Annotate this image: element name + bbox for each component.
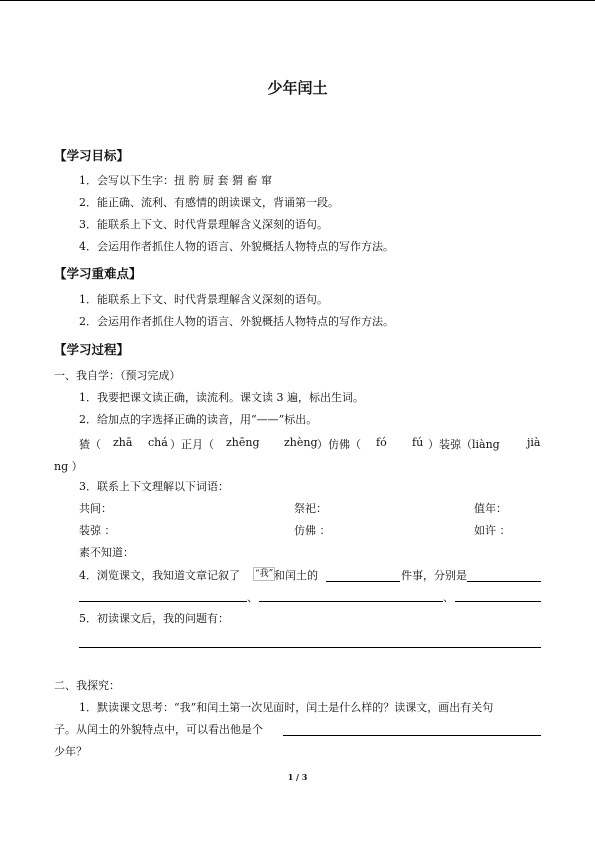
pinyin-cha-label: 猹（ — [79, 438, 101, 451]
key-item-2: 2．会运用作者抓住人物的语言、外貌概括人物特点的写作方法。 — [79, 315, 394, 328]
part1-item-4-c: 件事，分别是 — [401, 569, 467, 582]
page-title: 少年闰土 — [267, 79, 328, 97]
part2-item-1-line-2: 子。从闰土的外貌特点中，可以看出他是个 — [54, 723, 263, 736]
word-zhuangjiang: 装弶 ： — [79, 524, 116, 537]
pinyin-option: zhā — [113, 436, 133, 449]
word-subuzhidao: 素不知道： — [79, 546, 134, 559]
part2-item-1-line-3: 少年？ — [54, 745, 87, 758]
heading-learning-goals: 【学习目标】 — [54, 148, 130, 163]
goal-item-2: 2．能正确、流利、有感情的朗读课文，背诵第一段。 — [79, 196, 339, 209]
heading-learning-process: 【学习过程】 — [54, 342, 130, 357]
heading-key-points: 【学习重难点】 — [54, 266, 142, 281]
word-fangfu: 仿佛 ： — [294, 524, 331, 537]
goal-item-1: 1．会写以下生字：扭 胯 厨 套 猬 畜 窜 — [79, 174, 272, 187]
pinyin-option: zhēng — [226, 436, 260, 449]
pinyin-fangfu-label: ）仿佛（ — [317, 438, 361, 451]
pinyin-option: fó — [376, 436, 387, 449]
comma-separator-2: 、 — [443, 591, 454, 604]
blank-my-questions[interactable] — [79, 647, 541, 648]
part1-item-5: 5．初读课文后，我的问题有： — [79, 612, 229, 625]
comma-separator-1: 、 — [247, 591, 258, 604]
quote-wo-box: “我” — [255, 569, 274, 579]
part1-item-1: 1．我要把课文读正确，读流利。课文读 3 遍，标出生词。 — [79, 391, 364, 404]
word-gongjian: 共间： — [79, 502, 112, 515]
pinyin-option: zhèng — [284, 436, 318, 449]
pinyin-option: fú — [412, 436, 424, 449]
part2-title: 二、我探究： — [54, 679, 120, 692]
part1-item-4-a: 4．浏览课文，我知道文章记叙了 — [79, 569, 240, 582]
pinyin-option: jià — [527, 436, 541, 449]
part2-item-1-line-1: 1．默读课文思考：“我”和闰土第一次见面时，闰土是什么样的？读课文，画出有关句 — [79, 701, 494, 714]
page-number: 1 / 3 — [287, 772, 308, 782]
blank-event-1[interactable] — [79, 601, 247, 602]
part1-title: 一、我自学：（预习完成） — [54, 369, 181, 382]
blank-event-2[interactable] — [259, 601, 443, 602]
pinyin-option: chá — [148, 436, 168, 449]
pinyin-wrap: ng ） — [54, 460, 83, 473]
word-ruxu: 如许 ： — [474, 524, 511, 537]
pinyin-zhuangjiang-label: ）装弶（liàng — [428, 438, 500, 451]
blank-event-3[interactable] — [455, 601, 541, 602]
blank-event-1-start[interactable] — [467, 581, 541, 582]
blank-runtu-character[interactable] — [283, 735, 541, 736]
part1-item-3: 3．联系上下文理解以下词语： — [79, 480, 229, 493]
pinyin-zheng-label: ）正月（ — [170, 438, 214, 451]
part1-item-4-b: 和闰土的 — [274, 569, 318, 582]
part1-item-2: 2．给加点的字选择正确的读音，用“——”标出。 — [79, 413, 318, 426]
goal-item-3: 3．能联系上下文、时代背景理解含义深刻的语句。 — [79, 218, 328, 231]
blank-event-count[interactable] — [326, 581, 400, 582]
word-jisi: 祭祀： — [294, 502, 327, 515]
word-zhinian: 值年： — [474, 502, 507, 515]
goal-item-4: 4．会运用作者抓住人物的语言、外貌概括人物特点的写作方法。 — [79, 240, 394, 253]
key-item-1: 1．能联系上下文、时代背景理解含义深刻的语句。 — [79, 293, 328, 306]
page-top-border — [0, 0, 595, 1]
